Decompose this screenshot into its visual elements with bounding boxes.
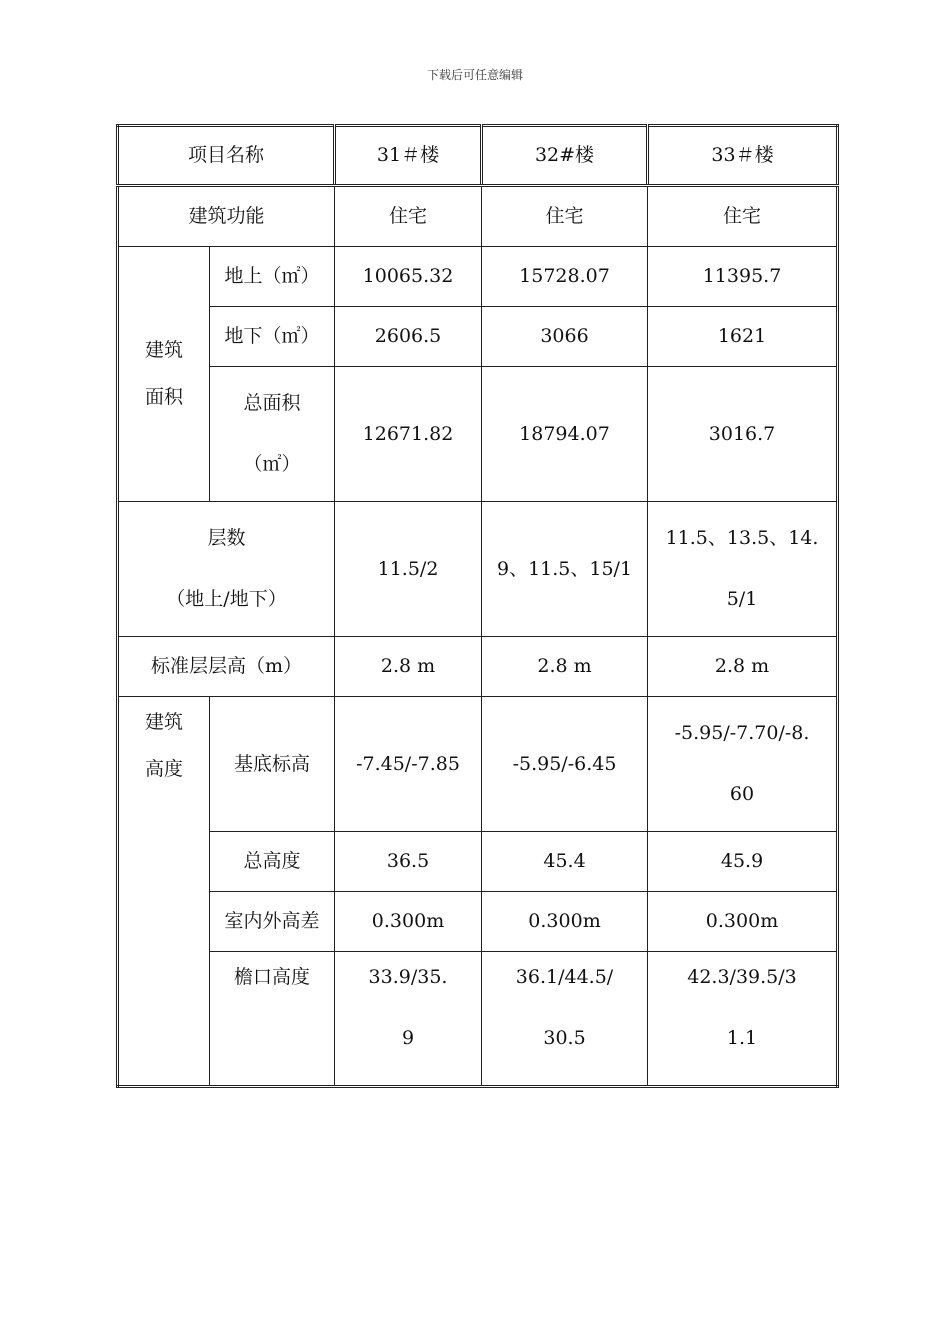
std-height-33: 2.8 m bbox=[648, 637, 838, 697]
row-area-above bbox=[118, 247, 838, 307]
group-height-line2: 高度 bbox=[144, 757, 183, 780]
eave-32-line2: 30.5 bbox=[543, 1026, 586, 1049]
in-out-33: 0.300m bbox=[648, 892, 838, 952]
group-building-area bbox=[118, 247, 210, 502]
group-height-line1: 建筑 bbox=[144, 711, 183, 733]
eave-33 bbox=[648, 952, 838, 1087]
header-building-32: 32#楼 bbox=[482, 126, 648, 186]
function-31: 住宅 bbox=[335, 186, 482, 247]
row-eave-height bbox=[118, 952, 838, 1087]
header-building-31: 31＃楼 bbox=[335, 126, 482, 186]
base-elev-33-line1: -5.95/-7.70/-8. bbox=[674, 722, 810, 745]
row-project-name bbox=[118, 126, 838, 186]
group-area-line2: 面积 bbox=[144, 386, 183, 408]
row-building-function bbox=[118, 186, 838, 247]
total-area-32: 18794.07 bbox=[482, 367, 648, 502]
base-elev-32: -5.95/-6.45 bbox=[482, 697, 648, 832]
row-indoor-outdoor-diff bbox=[118, 892, 838, 952]
label-project-name: 项目名称 bbox=[118, 126, 335, 186]
area-above-31: 10065.32 bbox=[335, 247, 482, 307]
row-total-area bbox=[118, 367, 838, 502]
function-33: 住宅 bbox=[648, 186, 838, 247]
floors-33 bbox=[648, 502, 838, 637]
label-floors-line1: 层数 bbox=[207, 527, 246, 550]
function-32: 住宅 bbox=[482, 186, 648, 247]
label-area-below: 地下（㎡） bbox=[210, 307, 335, 367]
label-eave-height: 檐口高度 bbox=[210, 952, 335, 1087]
eave-33-line1: 42.3/39.5/3 bbox=[687, 966, 797, 988]
std-height-31: 2.8 m bbox=[335, 637, 482, 697]
eave-31-line2: 9 bbox=[401, 1026, 415, 1049]
row-total-height bbox=[118, 832, 838, 892]
label-total-area-line2: （㎡） bbox=[243, 453, 301, 475]
label-total-area bbox=[210, 367, 335, 502]
floors-33-line1: 11.5、13.5、14. bbox=[665, 527, 819, 550]
row-floors bbox=[118, 502, 838, 637]
area-below-31: 2606.5 bbox=[335, 307, 482, 367]
building-spec-table bbox=[116, 124, 839, 1088]
label-floors-line2: （地上/地下） bbox=[166, 588, 287, 610]
total-height-33: 45.9 bbox=[648, 832, 838, 892]
label-standard-floor-height: 标准层层高（m） bbox=[118, 637, 335, 697]
label-total-height: 总高度 bbox=[210, 832, 335, 892]
area-below-33: 1621 bbox=[648, 307, 838, 367]
label-base-elevation: 基底标高 bbox=[210, 697, 335, 832]
header-building-33: 33＃楼 bbox=[648, 126, 838, 186]
row-area-below bbox=[118, 307, 838, 367]
area-below-32: 3066 bbox=[482, 307, 648, 367]
floors-31: 11.5/2 bbox=[335, 502, 482, 637]
page-header: 下载后可任意编辑 bbox=[426, 68, 523, 82]
base-elev-31: -7.45/-7.85 bbox=[335, 697, 482, 832]
in-out-31: 0.300m bbox=[335, 892, 482, 952]
eave-31-line1: 33.9/35. bbox=[368, 966, 448, 988]
floors-32: 9、11.5、15/1 bbox=[482, 502, 648, 637]
base-elev-33-line2: 60 bbox=[729, 783, 755, 805]
std-height-32: 2.8 m bbox=[482, 637, 648, 697]
label-area-above: 地上（㎡） bbox=[210, 247, 335, 307]
total-height-31: 36.5 bbox=[335, 832, 482, 892]
floors-33-line2: 5/1 bbox=[726, 588, 758, 610]
group-building-height bbox=[118, 697, 210, 1087]
label-building-function: 建筑功能 bbox=[118, 186, 335, 247]
row-base-elevation bbox=[118, 697, 838, 832]
group-area-line1: 建筑 bbox=[144, 339, 183, 362]
area-above-32: 15728.07 bbox=[482, 247, 648, 307]
label-floors bbox=[118, 502, 335, 637]
label-indoor-outdoor-diff: 室内外高差 bbox=[210, 892, 335, 952]
total-height-32: 45.4 bbox=[482, 832, 648, 892]
total-area-33: 3016.7 bbox=[648, 367, 838, 502]
eave-32-line1: 36.1/44.5/ bbox=[515, 966, 614, 988]
label-total-area-line1: 总面积 bbox=[243, 392, 301, 415]
area-above-33: 11395.7 bbox=[648, 247, 838, 307]
row-standard-floor-height bbox=[118, 637, 838, 697]
eave-31 bbox=[335, 952, 482, 1087]
in-out-32: 0.300m bbox=[482, 892, 648, 952]
eave-33-line2: 1.1 bbox=[726, 1026, 758, 1049]
total-area-31: 12671.82 bbox=[335, 367, 482, 502]
eave-32 bbox=[482, 952, 648, 1087]
base-elev-33 bbox=[648, 697, 838, 832]
